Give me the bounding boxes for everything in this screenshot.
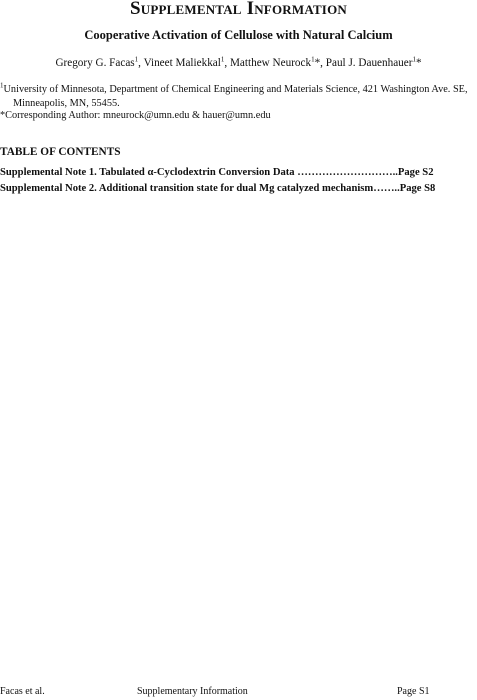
author-separator: , (138, 57, 144, 69)
document-title: Supplemental Information (130, 0, 347, 19)
affiliation-address: Minneapolis, MN, 55455. (13, 97, 120, 109)
author-name: Gregory G. Facas (55, 57, 135, 69)
toc-heading: TABLE OF CONTENTS (0, 146, 121, 158)
footer-authors: Facas et al. (0, 686, 45, 697)
author-name: Vineet Maliekkal (143, 57, 221, 69)
toc-entry[interactable]: Supplemental Note 1. Tabulated α-Cyclodextrin Conversion Data ………………………..Page S2 (0, 167, 434, 178)
author-separator: , (224, 57, 230, 69)
toc-entry[interactable]: Supplemental Note 2. Additional transition state for dual Mg catalyzed mechanism……..Page S8 (0, 183, 436, 194)
affiliation-marker: 1 (0, 81, 4, 90)
author-list (0, 57, 477, 69)
affiliation-text: University of Minnesota, Department of Chemical Engineering and Materials Science, 421 Washington Ave. SE, (3, 84, 468, 95)
corresponding-author: *Corresponding Author: mneurock@umn.edu & hauer@umn.edu (0, 110, 271, 121)
author-separator: *, (314, 57, 326, 69)
document-subtitle: Cooperative Activation of Cellulose with Natural Calcium (84, 28, 393, 42)
author-name: Matthew Neurock (229, 57, 312, 69)
affiliation-block (0, 83, 473, 110)
author-name: Paul J. Dauenhauer (325, 57, 413, 69)
author-affiliation-marker: 1 (220, 55, 225, 64)
author-affiliation-marker: 1 (134, 55, 139, 64)
author-affiliation-marker: 1 (412, 55, 416, 64)
author-separator: * (415, 57, 422, 69)
footer-section: Supplementary Information (137, 686, 248, 697)
author-affiliation-marker: 1 (311, 55, 315, 64)
page-footer (0, 686, 477, 700)
footer-page-number: Page S1 (397, 686, 430, 697)
affiliation-line (0, 83, 473, 97)
